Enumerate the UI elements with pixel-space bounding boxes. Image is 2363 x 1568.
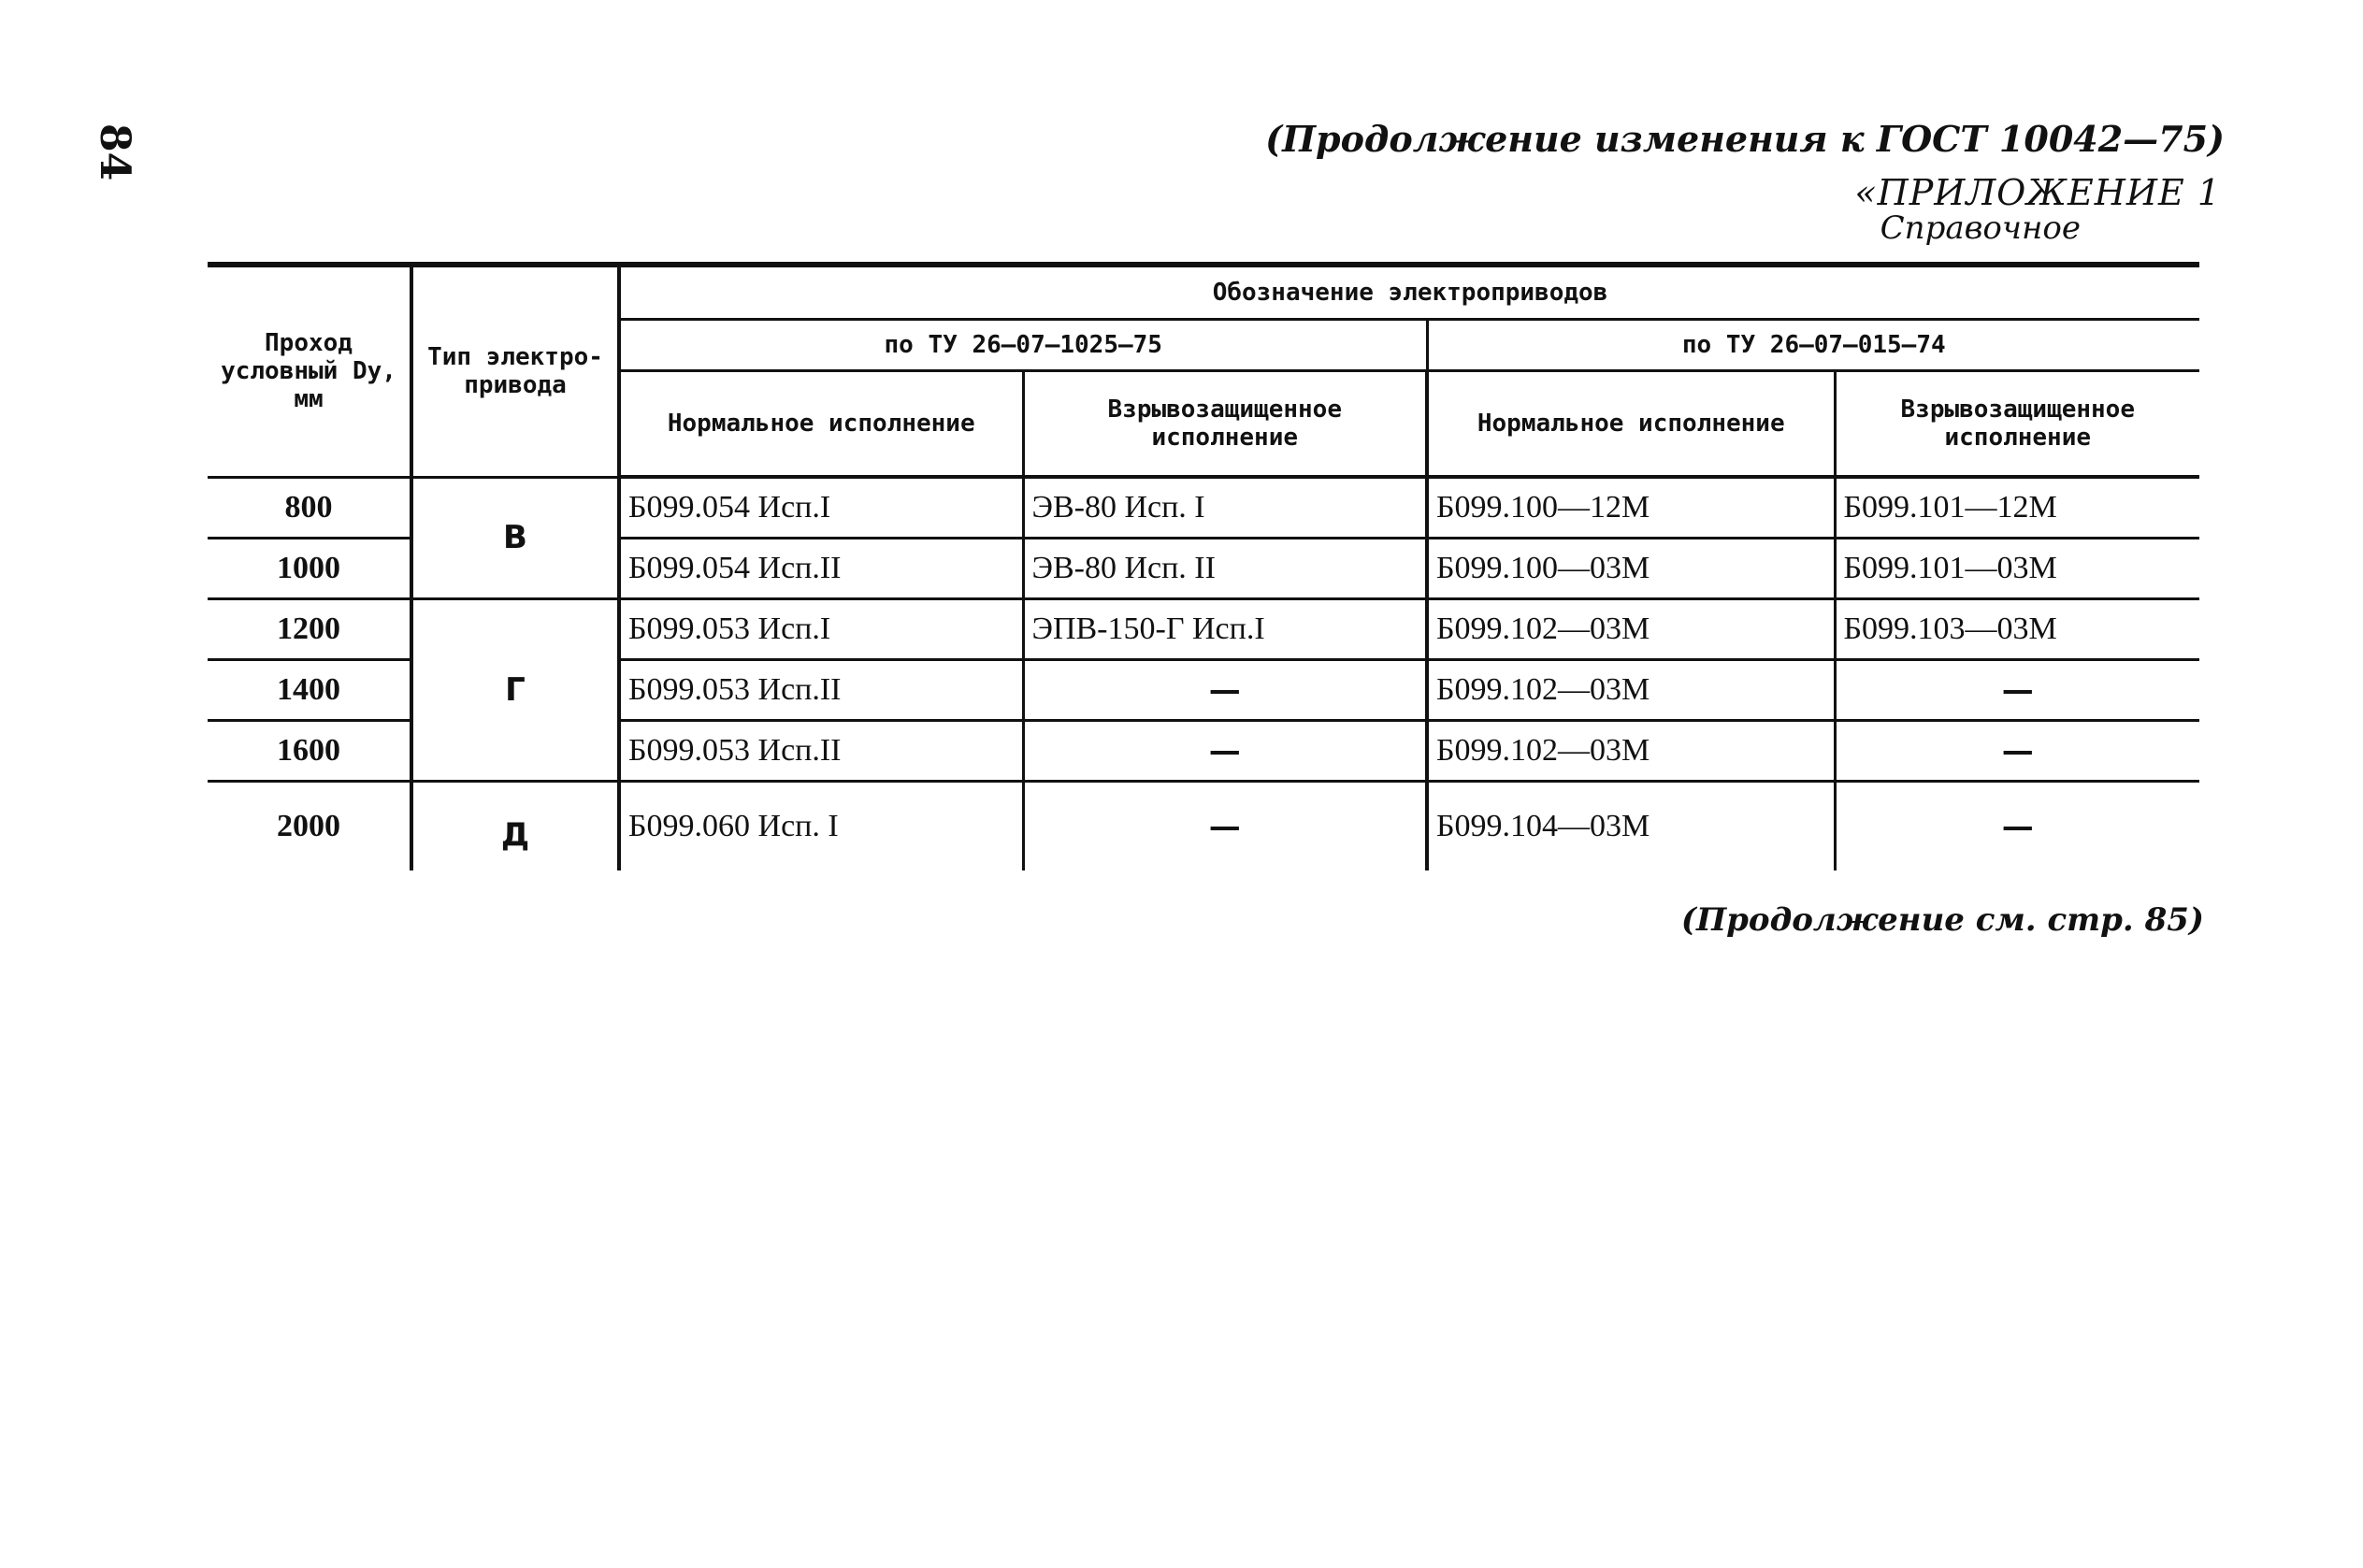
appendix-subtitle: Справочное xyxy=(1880,209,2081,247)
header-spec-015-74: по ТУ 26—07—015—74 xyxy=(1427,320,2199,371)
nominal-diameter: 2000 xyxy=(277,809,340,843)
drive-type: Д xyxy=(411,782,619,871)
spec1-explosion-proof-value: — xyxy=(1023,782,1427,871)
spec1-normal-value: Б099.060 Исп. I xyxy=(619,782,1023,871)
spec1-normal-value: Б099.053 Исп.II xyxy=(619,721,1023,782)
header-spec2-normal: Нормальное исполнение xyxy=(1427,371,1835,478)
spec1-explosion-proof-value: ЭВ-80 Исп. II xyxy=(1023,539,1427,599)
header-spec2-explosion-proof: Взрывозащищенное исполнение xyxy=(1835,371,2199,478)
spec2-explosion-proof-value: Б099.103—03М xyxy=(1835,599,2199,660)
spec2-normal-value: Б099.100—03М xyxy=(1427,539,1835,599)
table-row xyxy=(208,782,2199,871)
nominal-diameter: 1400 xyxy=(208,660,411,721)
continuation-header: (Продолжение изменения к ГОСТ 10042—75) xyxy=(1265,118,2225,160)
header-nominal-diameter: Проход условный Dy, мм xyxy=(208,265,411,477)
header-drive-designation: Обозначение электроприводов xyxy=(619,265,2199,320)
nominal-diameter: 800 xyxy=(208,477,411,539)
spec2-explosion-proof-value: — xyxy=(1835,782,2199,871)
spec2-explosion-proof-value: Б099.101—03М xyxy=(1835,539,2199,599)
spec2-normal-value: Б099.104—03М xyxy=(1427,782,1835,871)
spec1-explosion-proof-value: — xyxy=(1023,721,1427,782)
spec1-normal-value: Б099.053 Исп.II xyxy=(619,660,1023,721)
header-spec-1025-75: по ТУ 26—07—1025—75 xyxy=(619,320,1427,371)
spec2-explosion-proof-value: — xyxy=(1835,660,2199,721)
spec2-normal-value: Б099.102—03М xyxy=(1427,660,1835,721)
nominal-diameter: 1200 xyxy=(208,599,411,660)
spec2-explosion-proof-value: Б099.101—12М xyxy=(1835,477,2199,539)
nominal-diameter: 1600 xyxy=(208,721,411,782)
nominal-diameter: 1000 xyxy=(208,539,411,599)
spec2-explosion-proof-value: — xyxy=(1835,721,2199,782)
spec2-normal-value: Б099.100—12М xyxy=(1427,477,1835,539)
spec1-normal-value: Б099.054 Исп.I xyxy=(619,477,1023,539)
table-row xyxy=(208,599,2199,660)
spec1-explosion-proof-value: ЭПВ-150-Г Исп.I xyxy=(1023,599,1427,660)
header-drive-type: Тип электро-привода xyxy=(411,265,619,477)
page-number: 84 xyxy=(91,123,138,181)
spec2-normal-value: Б099.102—03М xyxy=(1427,721,1835,782)
header-spec1-explosion-proof: Взрывозащищенное исполнение xyxy=(1023,371,1427,478)
spec1-normal-value: Б099.054 Исп.II xyxy=(619,539,1023,599)
spec1-explosion-proof-value: ЭВ-80 Исп. I xyxy=(1023,477,1427,539)
header-spec1-normal: Нормальное исполнение xyxy=(619,371,1023,478)
drive-type: Г xyxy=(411,599,619,782)
drive-type: В xyxy=(411,477,619,599)
electric-drives-table xyxy=(208,262,2199,870)
spec1-explosion-proof-value: — xyxy=(1023,660,1427,721)
spec1-normal-value: Б099.053 Исп.I xyxy=(619,599,1023,660)
appendix-title: «ПРИЛОЖЕНИЕ 1 xyxy=(1854,172,2221,213)
continuation-footer: (Продолжение см. стр. 85) xyxy=(1680,901,2204,939)
spec2-normal-value: Б099.102—03М xyxy=(1427,599,1835,660)
table-row xyxy=(208,477,2199,539)
